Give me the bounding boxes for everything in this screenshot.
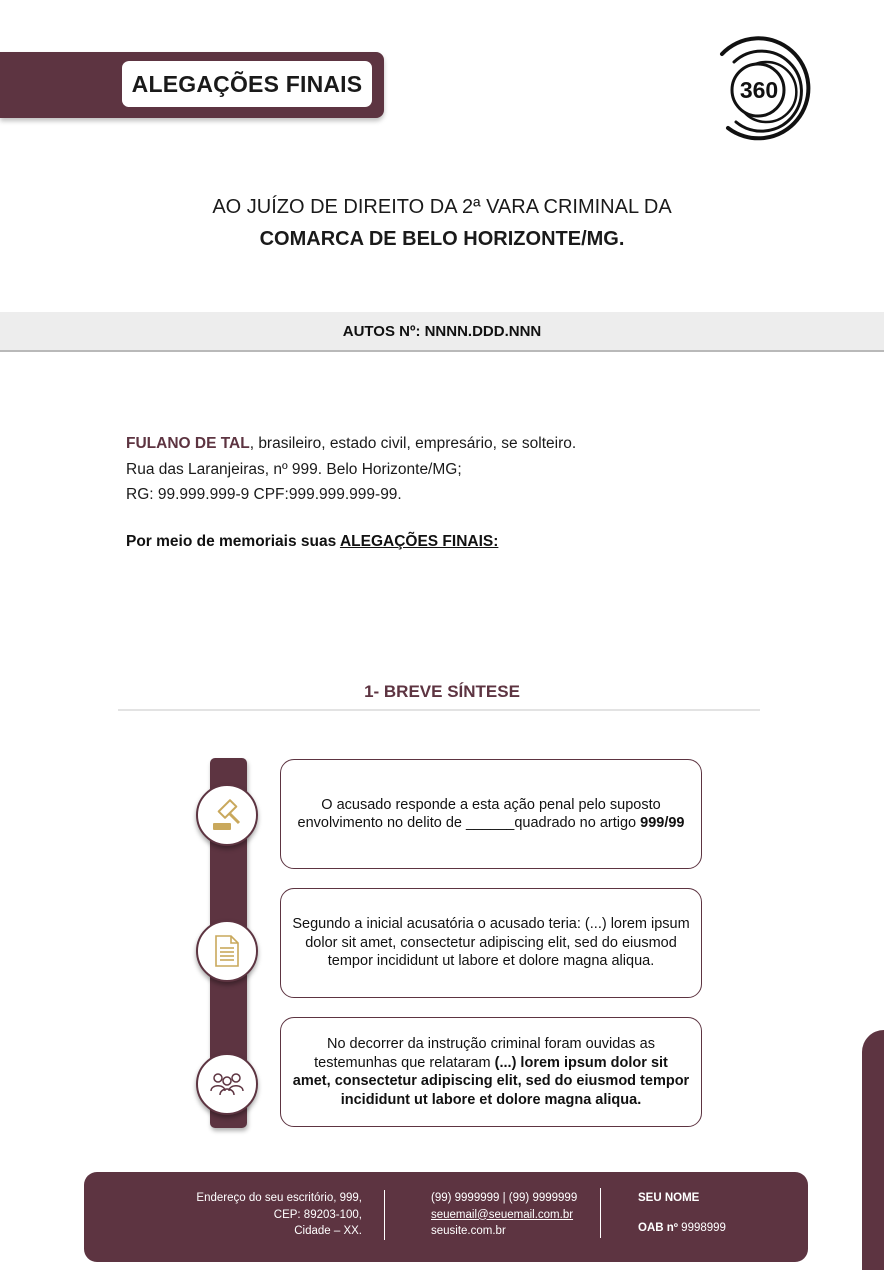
footer-divider-1 [384,1190,385,1240]
section-divider [118,709,760,711]
party-qualification [126,431,576,508]
party-address: Rua das Laranjeiras, nº 999. Belo Horizonte/MG; [126,460,462,478]
footer-name: SEU NOME [638,1192,700,1204]
autos-number: AUTOS Nº: NNNN.DDD.NNN [0,312,884,352]
card-2-line-2: dolor sit amet, consectetur adipiscing elit, sed do eiusmod [305,934,677,951]
card-3-line-2: testemunhas que relataram [314,1054,495,1071]
logo-360-icon [714,32,818,146]
section-title: 1- BREVE SÍNTESE [364,682,520,701]
footer-address-3: Cidade – XX. [294,1225,362,1237]
footer-oab [638,1222,726,1234]
memo-underlined: ALEGAÇÕES FINAIS: [339,533,499,550]
card-2-line-3: tempor incididunt ut labore et dolore magna aliqua. [327,953,655,970]
card-1-text [298,796,685,833]
card-2-line-1: Segundo a inicial acusatória o acusado teria: (...) lorem ipsum [292,916,690,933]
card-1-line-2: envolvimento no delito de ______quadrado no artigo [297,815,641,831]
party-details: , brasileiro, estado civil, empresário, se solteiro. [249,435,577,452]
footer-site-link[interactable]: seusite.com.br [431,1225,506,1237]
card-2-text [292,915,689,971]
court-line-1: AO JUÍZO DE DIREITO DA 2ª VARA CRIMINAL DA [212,196,672,218]
timeline-node-2 [196,920,258,982]
document-icon [212,934,242,968]
card-3-line-1: No decorrer da instrução criminal foram ouvidas as [326,1036,655,1052]
timeline-card-2 [280,888,702,998]
footer-address [196,1190,362,1240]
timeline-card-3 [280,1017,702,1127]
footer-address-2: CEP: 89203-100, [273,1208,362,1221]
footer-oab-label: OAB nº [638,1222,678,1234]
party-documents: RG: 99.999.999-9 CPF:999.999.999-99. [126,486,402,503]
timeline-card-1 [280,759,702,869]
logo-text: 360 [739,77,779,103]
party-line-1 [126,431,576,457]
document-title: ALEGAÇÕES FINAIS [122,61,372,107]
footer-oab-number: 9998999 [677,1222,726,1234]
memo-line [126,533,498,551]
side-decoration [862,1030,884,1270]
people-icon [209,1069,245,1099]
memo-prefix: Por meio de memoriais suas [126,533,340,550]
card-3-text [293,1035,689,1109]
card-1-line-1: O acusado responde a esta ação penal pelo suposto [321,796,661,813]
footer-contact [431,1190,577,1240]
timeline-node-3 [196,1053,258,1115]
footer-address-1: Endereço do seu escritório, 999, [196,1192,362,1204]
card-3-line-3: amet, consectetur adipiscing elit, sed do eiusmod tempor [292,1073,690,1089]
card-3-line-4: incididunt ut labore et dolore magna aliqua. [340,1091,642,1108]
card-3-line-2-bold: (...) lorem ipsum dolor sit [494,1054,668,1071]
footer-divider-2 [600,1188,601,1238]
gavel-icon [210,798,244,832]
footer-phones: (99) 9999999 | (99) 9999999 [431,1192,578,1204]
timeline-node-1 [196,784,258,846]
footer [84,1172,808,1262]
card-1-bold: 999/99 [640,815,685,831]
party-name: FULANO DE TAL [126,435,250,452]
footer-email-link[interactable]: seuemail@seuemail.com.br [431,1208,574,1221]
court-line-2: COMARCA DE BELO HORIZONTE/MG. [259,228,625,250]
